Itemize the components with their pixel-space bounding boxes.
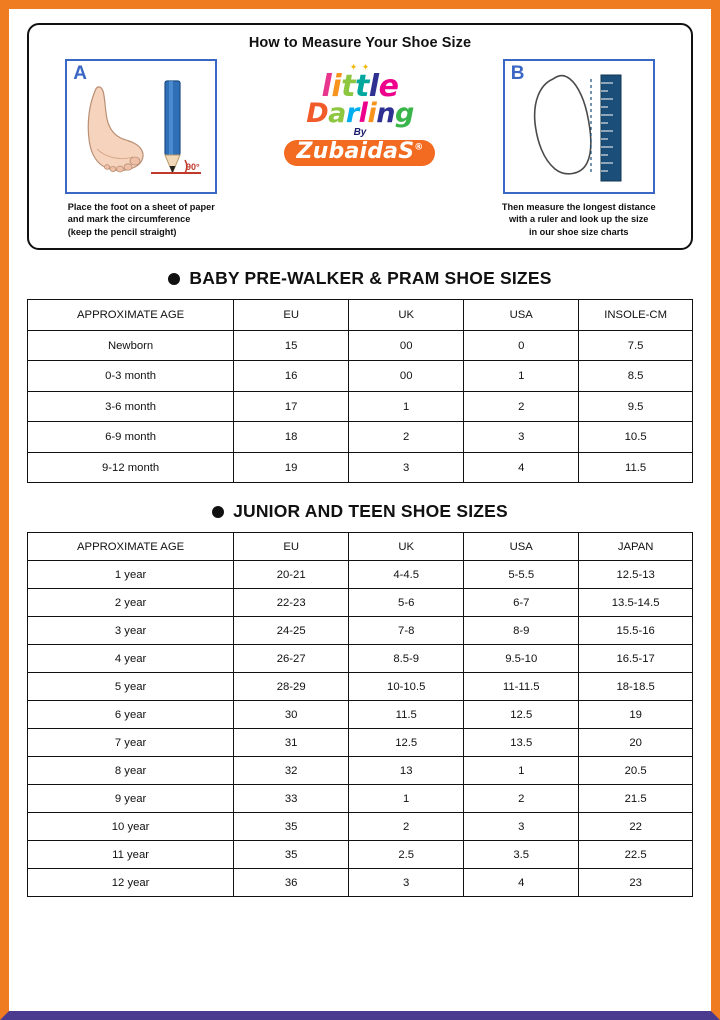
cell-eu: 17 xyxy=(234,391,349,422)
cell-usa: 9.5-10 xyxy=(464,645,579,673)
cell-usa: 13.5 xyxy=(464,729,579,757)
cell-usa: 2 xyxy=(464,785,579,813)
cell-age: 7 year xyxy=(28,729,234,757)
cell-japan: 19 xyxy=(579,701,693,729)
cell-japan: 16.5-17 xyxy=(579,645,693,673)
cell-age: 2 year xyxy=(28,589,234,617)
cell-uk: 4-4.5 xyxy=(349,561,464,589)
cell-eu: 20-21 xyxy=(234,561,349,589)
column-header-japan: JAPAN xyxy=(579,533,693,561)
column-header-age: APPROXIMATE AGE xyxy=(28,300,234,331)
cell-eu: 33 xyxy=(234,785,349,813)
table-row xyxy=(28,589,693,617)
cell-uk: 3 xyxy=(349,869,464,897)
figure-a-caption-line-1: Place the foot on a sheet of paper xyxy=(67,202,215,212)
cell-age: Newborn xyxy=(28,330,234,361)
svg-text:90°: 90° xyxy=(186,162,200,172)
cell-usa: 6-7 xyxy=(464,589,579,617)
cell-japan: 22.5 xyxy=(579,841,693,869)
brand-logo-block xyxy=(252,59,468,166)
cell-usa: 1 xyxy=(464,361,579,392)
cell-usa: 12.5 xyxy=(464,701,579,729)
cell-japan: 13.5-14.5 xyxy=(579,589,693,617)
junior-section-heading xyxy=(19,501,701,522)
how-to-measure-panel xyxy=(27,23,693,250)
cell-insole: 11.5 xyxy=(579,452,693,483)
column-header-usa: USA xyxy=(464,533,579,561)
logo-by-label: By xyxy=(353,127,367,138)
table-header-row xyxy=(28,300,693,331)
table-row xyxy=(28,330,693,361)
table-row xyxy=(28,422,693,453)
insole-and-ruler-icon xyxy=(513,69,649,187)
cell-usa: 0 xyxy=(464,330,579,361)
figure-a-caption-line-2: and mark the circumference xyxy=(67,214,191,225)
cell-eu: 35 xyxy=(234,841,349,869)
table-row xyxy=(28,361,693,392)
cell-usa: 8-9 xyxy=(464,617,579,645)
table-row xyxy=(28,561,693,589)
baby-size-table xyxy=(27,299,693,483)
table-row xyxy=(28,391,693,422)
cell-uk: 5-6 xyxy=(349,589,464,617)
cell-japan: 23 xyxy=(579,869,693,897)
cell-age: 6 year xyxy=(28,701,234,729)
cell-uk: 13 xyxy=(349,757,464,785)
table-row xyxy=(28,701,693,729)
figure-a-block xyxy=(43,59,240,238)
junior-section-title: JUNIOR AND TEEN SHOE SIZES xyxy=(233,501,508,522)
cell-usa: 3.5 xyxy=(464,841,579,869)
cell-usa: 3 xyxy=(464,422,579,453)
cell-eu: 32 xyxy=(234,757,349,785)
cell-uk: 1 xyxy=(349,785,464,813)
cell-uk: 11.5 xyxy=(349,701,464,729)
little-darling-logo xyxy=(284,59,435,166)
junior-size-table xyxy=(27,532,693,897)
cell-insole: 9.5 xyxy=(579,391,693,422)
column-header-eu: EU xyxy=(234,533,349,561)
logo-word-darling: Darling xyxy=(306,98,414,129)
figure-b-caption-line-2: with a ruler and look up the size xyxy=(509,214,649,225)
column-header-uk: UK xyxy=(349,300,464,331)
cell-usa: 4 xyxy=(464,452,579,483)
cell-eu: 24-25 xyxy=(234,617,349,645)
cell-eu: 16 xyxy=(234,361,349,392)
figure-a-caption xyxy=(68,201,215,238)
table-row xyxy=(28,785,693,813)
figure-b-caption-line-3: in our shoe size charts xyxy=(528,226,629,237)
table-row xyxy=(28,813,693,841)
cell-uk: 2 xyxy=(349,813,464,841)
cell-uk: 00 xyxy=(349,361,464,392)
column-header-usa: USA xyxy=(464,300,579,331)
cell-japan: 15.5-16 xyxy=(579,617,693,645)
cell-age: 11 year xyxy=(28,841,234,869)
cell-eu: 26-27 xyxy=(234,645,349,673)
cell-age: 10 year xyxy=(28,813,234,841)
cell-eu: 22-23 xyxy=(234,589,349,617)
logo-word-little: little xyxy=(321,69,399,104)
cell-eu: 36 xyxy=(234,869,349,897)
cell-insole: 7.5 xyxy=(579,330,693,361)
cell-eu: 19 xyxy=(234,452,349,483)
brand-pill-wrap xyxy=(284,140,435,166)
cell-uk: 00 xyxy=(349,330,464,361)
table-row xyxy=(28,729,693,757)
cell-japan: 20.5 xyxy=(579,757,693,785)
cell-usa: 11-11.5 xyxy=(464,673,579,701)
cell-eu: 18 xyxy=(234,422,349,453)
figure-b-image xyxy=(503,59,655,194)
cell-usa: 4 xyxy=(464,869,579,897)
baby-section-heading xyxy=(19,268,701,289)
bullet-icon xyxy=(212,506,224,518)
cell-japan: 18-18.5 xyxy=(579,673,693,701)
cell-eu: 28-29 xyxy=(234,673,349,701)
cell-usa: 1 xyxy=(464,757,579,785)
page-title: How to Measure Your Shoe Size xyxy=(248,35,472,51)
cell-japan: 21.5 xyxy=(579,785,693,813)
table-row xyxy=(28,757,693,785)
baby-section-title: BABY PRE-WALKER & PRAM SHOE SIZES xyxy=(189,268,552,289)
cell-japan: 12.5-13 xyxy=(579,561,693,589)
cell-japan: 20 xyxy=(579,729,693,757)
figure-b-block xyxy=(480,59,677,238)
column-header-eu: EU xyxy=(234,300,349,331)
cell-usa: 2 xyxy=(464,391,579,422)
header-columns xyxy=(35,59,685,238)
column-header-age: APPROXIMATE AGE xyxy=(28,533,234,561)
cell-age: 0-3 month xyxy=(28,361,234,392)
cell-age: 8 year xyxy=(28,757,234,785)
cell-eu: 15 xyxy=(234,330,349,361)
cell-insole: 8.5 xyxy=(579,361,693,392)
column-header-uk: UK xyxy=(349,533,464,561)
page-content xyxy=(9,9,711,1011)
figure-b-letter: B xyxy=(510,63,525,84)
cell-uk: 1 xyxy=(349,391,464,422)
cell-uk: 2.5 xyxy=(349,841,464,869)
pencil-and-angle-icon xyxy=(145,77,205,187)
cell-uk: 7-8 xyxy=(349,617,464,645)
table-row xyxy=(28,869,693,897)
figure-a-caption-line-3: (keep the pencil straight) xyxy=(67,226,177,237)
cell-age: 9-12 month xyxy=(28,452,234,483)
figure-b-caption xyxy=(502,201,656,238)
bullet-icon xyxy=(168,273,180,285)
column-header-insole: INSOLE-CM xyxy=(579,300,693,331)
table-row xyxy=(28,452,693,483)
cell-uk: 12.5 xyxy=(349,729,464,757)
table-row xyxy=(28,645,693,673)
cell-uk: 2 xyxy=(349,422,464,453)
cell-eu: 31 xyxy=(234,729,349,757)
logo-stars-icon: ✦ ✦ xyxy=(349,62,371,72)
figure-b-caption-line-1: Then measure the longest distance xyxy=(501,202,656,212)
cell-age: 3 year xyxy=(28,617,234,645)
cell-japan: 22 xyxy=(579,813,693,841)
cell-age: 9 year xyxy=(28,785,234,813)
cell-age: 6-9 month xyxy=(28,422,234,453)
figure-a-image xyxy=(65,59,217,194)
table-header-row xyxy=(28,533,693,561)
cell-uk: 8.5-9 xyxy=(349,645,464,673)
cell-age: 5 year xyxy=(28,673,234,701)
cell-age: 1 year xyxy=(28,561,234,589)
figure-a-letter: A xyxy=(73,63,87,84)
brand-name: ZubaidaS® xyxy=(284,140,435,166)
cell-uk: 3 xyxy=(349,452,464,483)
cell-uk: 10-10.5 xyxy=(349,673,464,701)
cell-usa: 3 xyxy=(464,813,579,841)
cell-usa: 5-5.5 xyxy=(464,561,579,589)
table-row xyxy=(28,673,693,701)
cell-age: 3-6 month xyxy=(28,391,234,422)
cell-insole: 10.5 xyxy=(579,422,693,453)
cell-eu: 35 xyxy=(234,813,349,841)
table-row xyxy=(28,617,693,645)
cell-eu: 30 xyxy=(234,701,349,729)
cell-age: 4 year xyxy=(28,645,234,673)
table-row xyxy=(28,841,693,869)
registered-mark: ® xyxy=(414,142,424,153)
cell-age: 12 year xyxy=(28,869,234,897)
